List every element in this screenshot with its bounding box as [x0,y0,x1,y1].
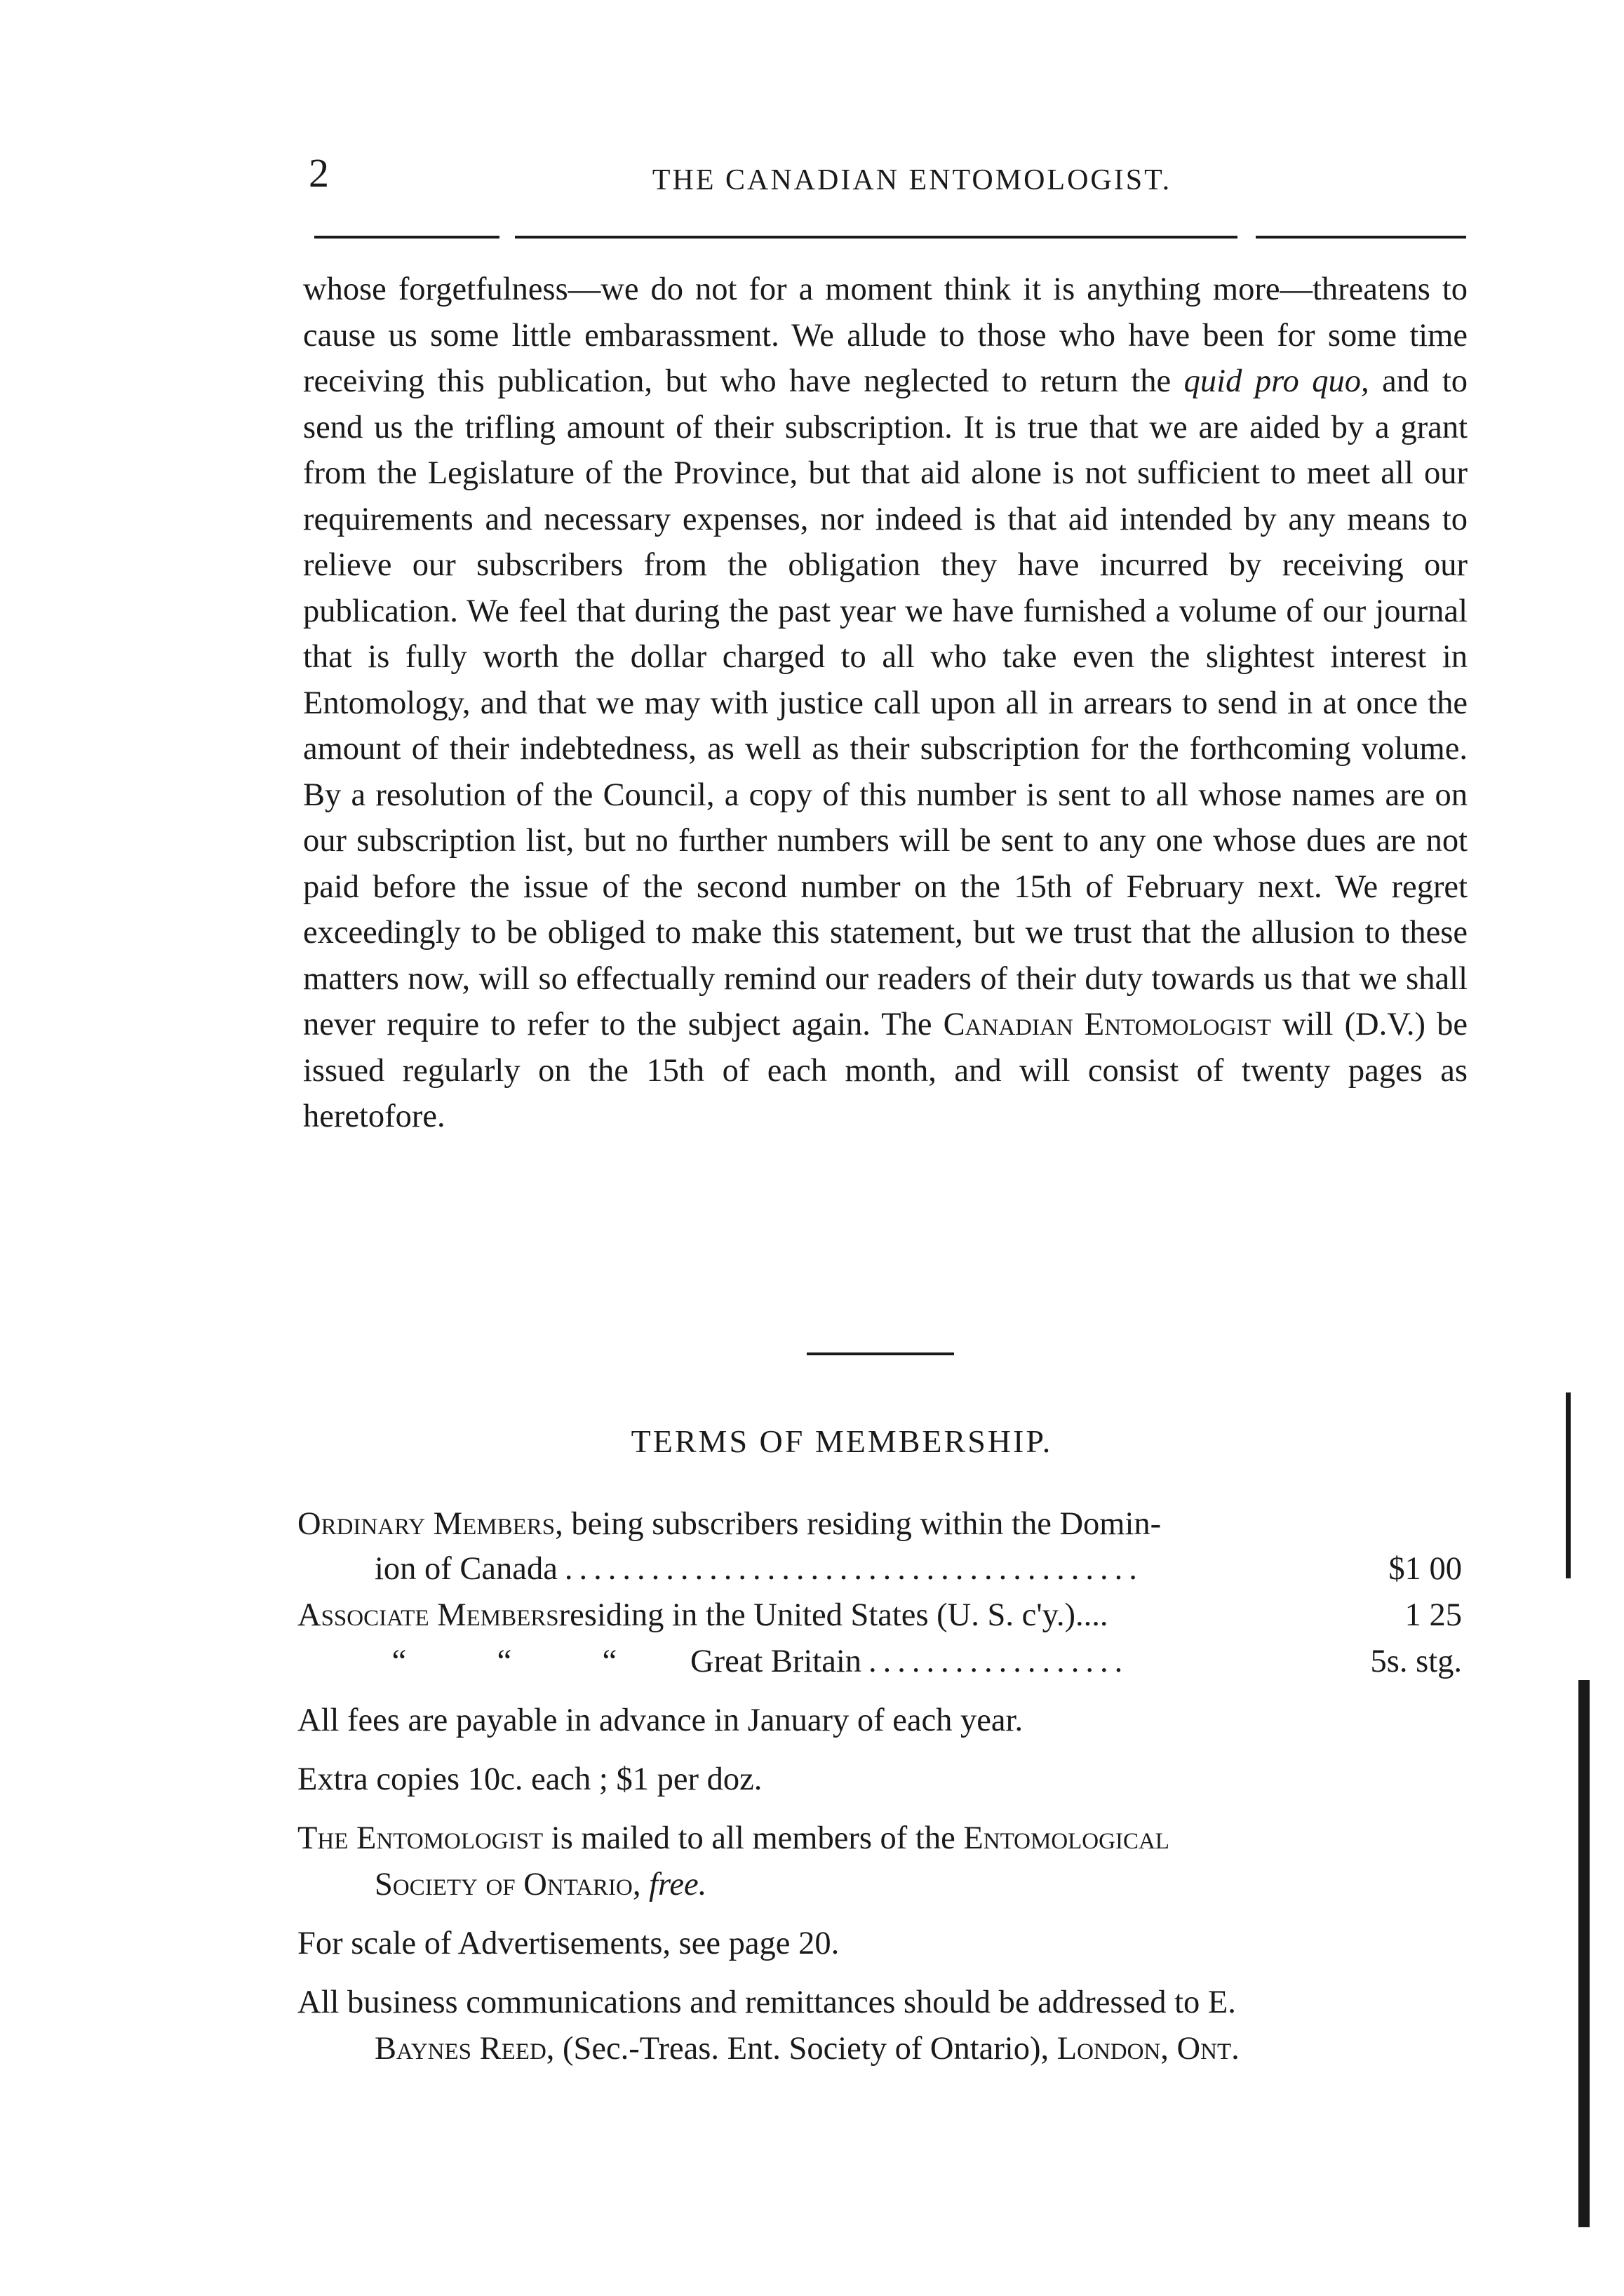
editorial-text-part-3: will (D.V.) be issued regularly on the 15th of each month, and will consist of twenty pages as heretofore. [303,1007,1468,1134]
editorial-text-part-1: whose forgetfulness—we do not for a moment think it is anything more—threatens to cause us some little embarassment. We allude to those who have been for some time receiving this publication, but who have neglected to return the [303,271,1468,399]
page-number: 2 [309,150,329,196]
secretary-title: (Sec.-Treas. Ent. Society of Ontario), [554,2031,1057,2067]
header-rule-middle [515,236,1237,239]
city-name: London, Ont. [1056,2031,1240,2067]
quid-pro-quo-italic: quid pro quo, [1183,363,1369,399]
ditto-mark-1: “ [391,1644,407,1679]
free-italic: free. [649,1867,707,1902]
running-title: THE CANADIAN ENTOMOLOGIST. [652,164,1172,196]
ordinary-members-fee-line [297,1546,1462,1592]
advertisements-note: For scale of Advertisements, see page 20. [297,1926,840,1961]
great-britain-fee: 5s. stg. [1370,1644,1462,1679]
business-note-line-2 [297,2026,1539,2072]
extra-copies-note: Extra copies 10c. each ; $1 per doz. [297,1761,763,1797]
associate-members-line [297,1592,1462,1639]
ditto-mark-3: “ [602,1644,617,1679]
mailing-note-line-1 [297,1815,1462,1862]
entomologist-name: The Entomologist [297,1820,544,1856]
mailing-note-line-2 [297,1862,1539,1908]
great-britain-label: Great Britain [690,1644,862,1679]
secretary-name: Baynes Reed, [375,2031,555,2067]
ordinary-members-line [297,1501,1462,1548]
header-rule-left [314,236,499,239]
scan-edge-mark-lower [1578,1680,1590,2227]
ordinary-members-text: being subscribers residing within the Domin- [563,1506,1162,1542]
great-britain-line [297,1639,1462,1685]
associate-members-fee: 1 25 [1404,1597,1462,1633]
ordinary-members-continuation: ion of Canada [375,1551,558,1587]
associate-members-label: Associate Members [297,1597,559,1633]
editorial-text [303,267,1468,1140]
entomological-word: Entomological [963,1820,1169,1856]
ordinary-leader-dots: ........................................ [564,1551,1143,1587]
ditto-mark-2: “ [497,1644,512,1679]
terms-heading: TERMS OF MEMBERSHIP. [631,1423,1053,1459]
section-divider [807,1352,954,1355]
editorial-text-part-2: and to send us the trifling amount of their subscription. It is true that we are aided by a grant from the Legislature of the Province, but that aid alone is not sufficient to meet all our requirements and necessary expenses, nor indeed is that aid intended by any means to relieve our subscribers from the obligation they have incurred by receiving our publication. We feel that during the past year we have furnished a volume of our journal that is fully worth the dollar charged to all who take even the slightest interest in Entomology, and that we may with justice call upon all in arrears to send in at once the amount of their indebtedness, as well as their subscription for the forthcoming volume. By a resolution of the Council, a copy of this number is sent to all whose names are on our subscription list, but no further numbers will be sent to any one whose dues are not paid before the issue of the second number on the 15th of February next. We regret exceedingly to be obliged to make this statement, but we trust that the allusion to these matters now, will so effectually remind our readers of their duty towards us that we shall never require to refer to the subject again. The [303,363,1468,1042]
mailing-note-text: is mailed to all members of the [543,1820,964,1856]
scan-edge-mark-upper [1566,1392,1571,1578]
business-note-line-1: All business communications and remittances should be addressed to E. [297,1985,1236,2020]
associate-members-text: residing in the United States (U. S. c'y.).... [558,1597,1108,1633]
payment-note: All fees are payable in advance in January of each year. [297,1703,1024,1738]
ordinary-members-label: Ordinary Members, [297,1506,563,1542]
great-britain-leader-dots: .................. [868,1644,1129,1679]
header-rule-right [1256,236,1466,239]
editorial-paragraph [303,267,1468,1140]
ordinary-members-fee: $1 00 [1388,1551,1462,1587]
journal-name: Canadian Entomologist [943,1007,1271,1042]
society-name: Society of Ontario, [375,1867,641,1902]
